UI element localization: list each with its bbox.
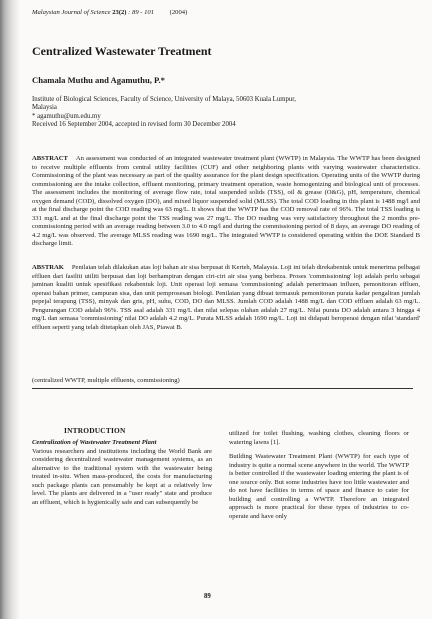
journal-name: Malaysian Journal of Science	[32, 9, 111, 16]
scan-binding-shadow	[0, 0, 20, 619]
abstract-english	[32, 155, 420, 249]
introduction-paragraph: Various researchers and institutions including the World Bank are considering decentralized wastewater management systems, as an alternative to the traditional system with the wastewater being treated in-situ. When mass-produced, the costs for manufacturing such package plants can presumably be kept at a relatively low level. The plants are delivered in a "user ready" state and produce an effluent, which is hygienically safe and can subsequently be	[32, 447, 212, 506]
page-number: 89	[204, 593, 211, 600]
right-paragraph-2: Building Wastewater Treatment Plant (WWTP) for each type of industry is quite a normal scene anywhere in the world. The WWTP is better controlled if the wastewater loading entering the plant is of one source only. But some industries have too little wastewater and do not have facilities in terms of space and finance to cater for building and controlling a WWTP. Therefore an integrated approach is more practical for these types of industries to co-operate and have only	[229, 453, 409, 520]
abstract-malay	[32, 264, 420, 332]
journal-volume: 23(2)	[112, 9, 127, 16]
article-title: Centralized Wastewater Treatment	[32, 44, 212, 58]
abstract-text: An assessment was conducted of an integrated wastewater treatment plant (WWTP) in Malaysia. The WWTP has been designed to receive multiple effluents from central utility facilities (CUF) and other neighboring plants with varying wastewater characteristics. Commissioning of the plant was necessary as part of the quality assurance for the plant design specification. Operating units of the WWTP during commissioning are the intake collection, effluent monitoring, primary treatment operation, waste homogenizing and biological unit of processes. The assessment includes the monitoring of average flow rate, total suspended solids (TSS), oil & grease (O&G), pH, temperature, chemical oxygen demand (COD), dissolved oxygen (DO), and mixed liquor suspended solid (MLSS). The total COD loading in this plant is 1488 mg/l and at the final discharge point the COD reading was 63 mg/L. It shows that the WWTP has the COD removal rate of 96%. The total TSS loading is 331 mg/L and at the final discharge point the TSS reading was 27 mg/L. The DO reading was very satisfactory throughout the 2 months pre-commissioning period with an average reading between 3.0 to 4.0 mg/l and during the commissioning period of 8 days, an average DO reading of 4.2 mg/L was observed. The average MLSS reading was 1690 mg/L. The integrated WWTP is considered operating within the DOE Standard B discharge limit.	[32, 155, 420, 247]
journal-pages: : 89 - 101	[128, 9, 154, 16]
right-column	[229, 430, 409, 527]
keywords: (centralized WWTP, multiple effluents, commissioning)	[32, 377, 180, 384]
journal-year: (2004)	[169, 9, 188, 16]
right-paragraph-1: utilized for toilet flushing, washing clothes, cleaning floors or watering lawns [1].	[229, 430, 409, 446]
abstrak-label: ABSTRAK	[32, 264, 64, 271]
introduction-heading: INTRODUCTION	[64, 426, 126, 435]
corresponding-email: * agamuthu@um.edu.my	[32, 112, 101, 120]
abstract-label: ABSTRACT	[32, 155, 68, 162]
affiliation-line: Institute of Biological Sciences, Faculty of Science, University of Malaya, 50603 Kuala Lumpur,	[32, 96, 296, 103]
left-column	[32, 429, 212, 513]
affiliation-block	[32, 96, 422, 130]
introduction-subheading: Centralization of Wastewater Treatment Plant	[32, 439, 157, 446]
section-divider	[32, 388, 413, 389]
received-dates: Received 16 September 2004, accepted in revised form 30 December 2004	[32, 121, 236, 129]
article-authors: Chamala Muthu and Agamuthu, P.*	[32, 75, 165, 85]
affiliation-country: Malaysia	[32, 104, 57, 112]
running-head	[32, 9, 187, 16]
abstrak-text: Penilaian telah dilakukan atas loji bahan air sisa berpusat di Kerteh, Malaysia. Loji ini telah direkabentuk untuk menerima pelbagai effluen dari fasiliti utiliti berpusat dan loji berhampiran dengan ciri-ciri air sisa yang berbeza. Proses 'commissioning' loji adalah perlu sebagai jaminan kualiti untuk spesifikasi rekabentuk loji. Unit operasi loji semasa 'commissioning' adalah penerimaan influen, pemonitoran effluen, operasi bahan primer, campuran sisa, dan unit pemprosesan biologi. Penilaian yang dibuat termasuk pemonitoran purata kadar pengaliran jumlah pepejal terapung (TSS), minyak dan gris, pH, suhu, COD, DO dan MLSS. Jumlah COD adalah 1488 mg/L dan COD effluen adalah 63 mg/L. Pengurangan COD adalah 96%. TSS asal adalah 331 mg/L dan nilai selepas olahan adalah 27 mg/L. Nilai purata DO adalah antara 3 hingga 4 mg/L dan semasa 'commissioning' nilai DO adalah 4.2 mg/L. Purata MLSS adalah 1690 mg/L. Loji ini didapati beroperasi dengan nilai 'standard' effluen seperti yang telah ditetapkan oleh JAS, Piawai B.	[32, 264, 420, 331]
